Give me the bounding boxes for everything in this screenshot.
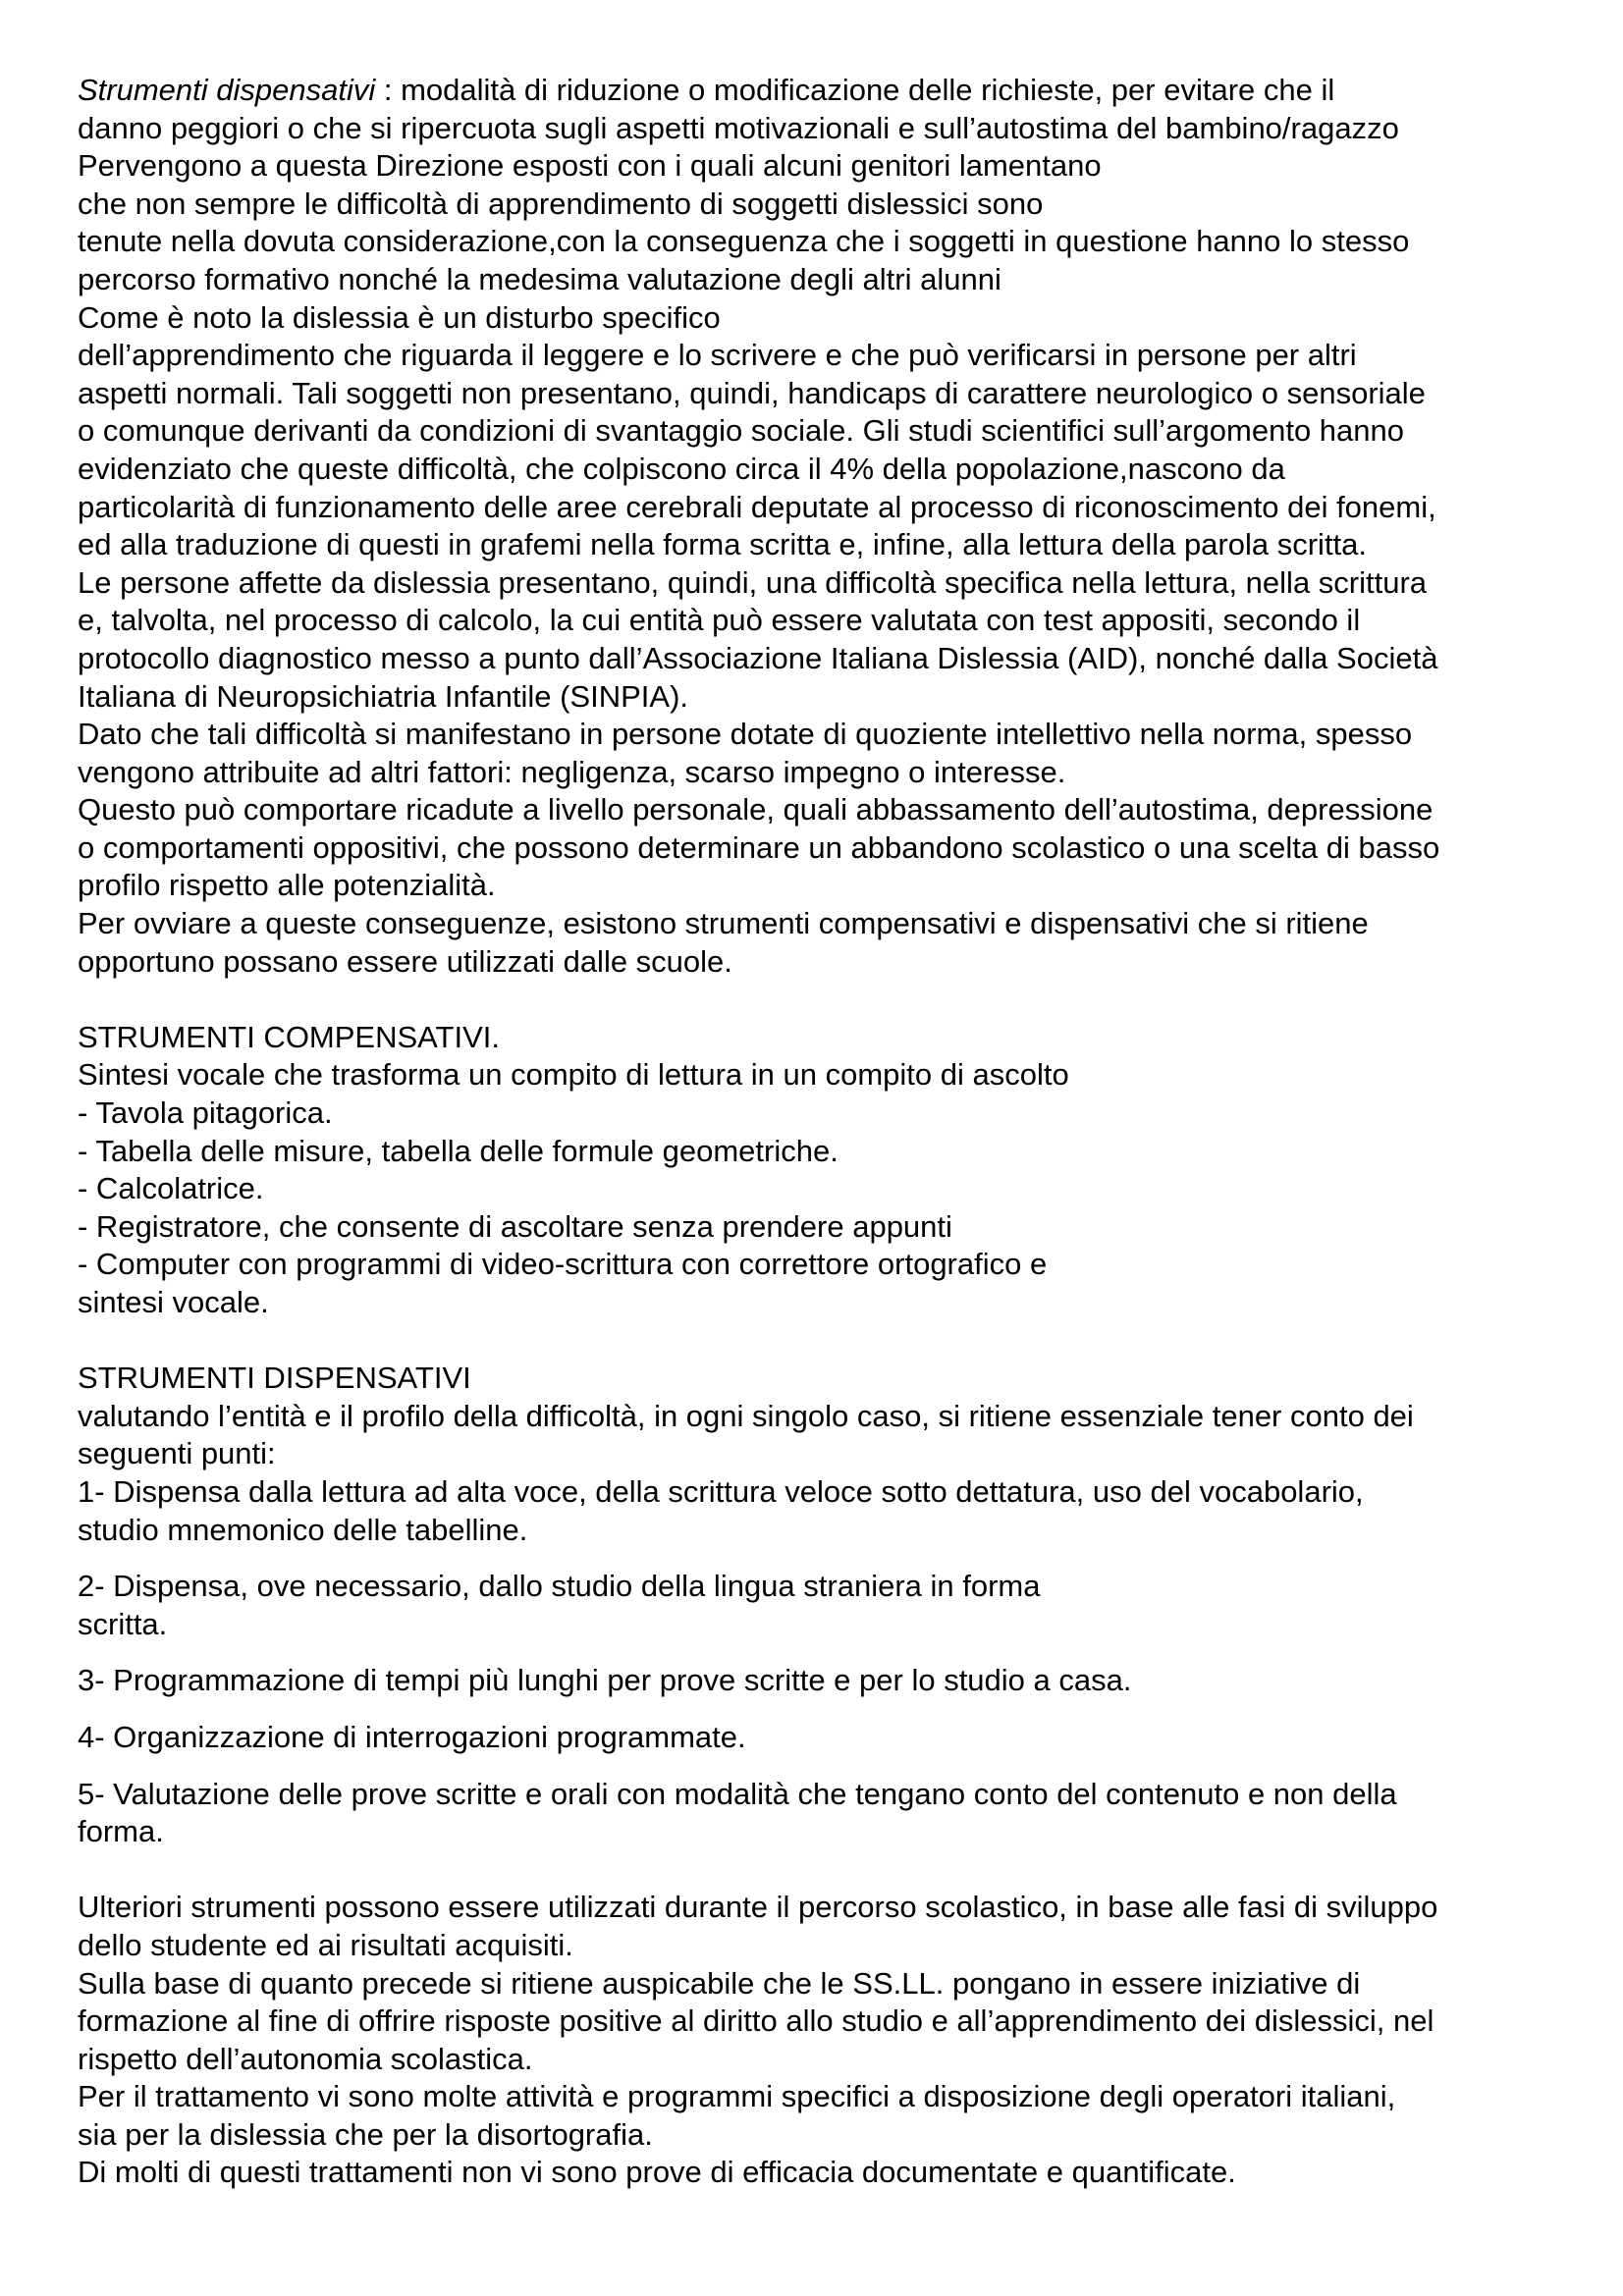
compensativi-line: - Tavola pitagorica. (78, 1095, 333, 1131)
spacer (78, 1851, 1570, 1890)
dispensativi-item-1-cont: studio mnemonico delle tabelline. (78, 1512, 528, 1547)
body-line: e, talvolta, nel processo di calcolo, la cui entità può essere valutata con test appositi, secondo il (78, 603, 1361, 638)
intro-definition: : modalità di riduzione o modificazione delle richieste, per evitare che il (375, 73, 1335, 107)
dispensativi-item-5-cont: forma. (78, 1814, 164, 1849)
dispensativi-item-2: 2- Dispensa, ove necessario, dallo studio della lingua straniera in forma (78, 1569, 1041, 1604)
body-line: evidenziato che queste difficoltà, che colpiscono circa il 4% della popolazione,nascono da (78, 451, 1285, 486)
dispensativi-item-4: 4- Organizzazione di interrogazioni programmate. (78, 1719, 746, 1754)
closing-line: Di molti di questi trattamenti non vi sono prove di efficacia documentate e quantificate. (78, 2155, 1236, 2190)
body-line: Pervengono a questa Direzione esposti con i quali alcuni genitori lamentano (78, 148, 1102, 184)
body-line: Per ovviare a queste conseguenze, esistono strumenti compensativi e dispensativi che si ritiene (78, 906, 1369, 941)
closing-line: Sulla base di quanto precede si ritiene auspicabile che le SS.LL. pongano in essere iniziative di (78, 1965, 1361, 2001)
dispensativi-item-5: 5- Valutazione delle prove scritte e orali con modalità che tengano conto del contenuto e non della (78, 1776, 1397, 1811)
body-line: particolarità di funzionamento delle aree cerebrali deputate al processo di riconoscimento dei fonemi, (78, 489, 1436, 524)
body-line: profilo rispetto alle potenzialità. (78, 868, 496, 903)
body-line: o comportamenti oppositivi, che possono determinare un abbandono scolastico o una scelta di basso (78, 829, 1440, 865)
compensativi-line: - Computer con programmi di video-scrittura con correttore ortografico e (78, 1247, 1048, 1282)
compensativi-line: - Calcolatrice. (78, 1171, 264, 1206)
dispensativi-item-3: 3- Programmazione di tempi più lunghi per prove scritte e per lo studio a casa. (78, 1663, 1132, 1698)
spacer (78, 1643, 1570, 1662)
intro-term: Strumenti dispensativi (78, 73, 376, 107)
spacer (78, 981, 1570, 1019)
spacer (78, 1700, 1570, 1719)
closing-line: Ulteriori strumenti possono essere utilizzati durante il percorso scolastico, in base alle fasi di sviluppo (78, 1890, 1438, 1925)
compensativi-line: sintesi vocale. (78, 1285, 269, 1319)
body-line: dell’apprendimento che riguarda il leggere e lo scrivere e che può verificarsi in persone per altri (78, 338, 1357, 373)
body-line: ed alla traduzione di questi in grafemi nella forma scritta e, infine, alla lettura della parola scritta. (78, 527, 1368, 562)
compensativi-line: Sintesi vocale che trasforma un compito di lettura in un compito di ascolto (78, 1057, 1069, 1093)
spacer (78, 1322, 1570, 1361)
dispensativi-item-2-cont: scritta. (78, 1606, 168, 1641)
dispensativi-intro-line: seguenti punti: (78, 1436, 276, 1471)
body-line: Le persone affette da dislessia presentano, quindi, una difficoltà specifica nella lettura, nella scrittura (78, 564, 1428, 600)
body-line: tenute nella dovuta considerazione,con la conseguenza che i soggetti in questione hanno lo stesso (78, 224, 1410, 259)
body-line: Questo può comportare ricadute a livello personale, quali abbassamento dell’autostima, depressione (78, 792, 1434, 828)
closing-line: Per il trattamento vi sono molte attività e programmi specifici a disposizione degli operatori italiani, (78, 2079, 1396, 2114)
closing-line: dello studente ed ai risultati acquisiti. (78, 1927, 573, 1962)
document-page (78, 72, 1570, 2192)
closing-line: rispetto dell’autonomia scolastica. (78, 2041, 533, 2076)
body-line: che non sempre le difficoltà di apprendimento di soggetti dislessici sono (78, 186, 1044, 221)
compensativi-heading: STRUMENTI COMPENSATIVI. (78, 1019, 501, 1054)
body-line: Italiana di Neuropsichiatria Infantile (SINPIA). (78, 678, 689, 714)
body-line: vengono attribuite ad altri fattori: negligenza, scarso impegno o interesse. (78, 754, 1066, 789)
body-line: Come è noto la dislessia è un disturbo specifico (78, 299, 721, 335)
dispensativi-item-1: 1- Dispensa dalla lettura ad alta voce, della scrittura veloce sotto dettatura, uso del vocabolario, (78, 1473, 1364, 1509)
dispensativi-heading: STRUMENTI DISPENSATIVI (78, 1361, 471, 1396)
dispensativi-intro-line: valutando l’entità e il profilo della difficoltà, in ogni singolo caso, si ritiene essenziale tener conto dei (78, 1398, 1414, 1433)
closing-line: sia per la dislessia che per la disortografia. (78, 2116, 653, 2152)
body-line: percorso formativo nonché la medesima valutazione degli altri alunni (78, 261, 1001, 296)
body-line: protocollo diagnostico messo a punto dall’Associazione Italiana Dislessia (AID), nonché dalla Società (78, 640, 1438, 675)
compensativi-line: - Registratore, che consente di ascoltare senza prendere appunti (78, 1208, 952, 1244)
spacer (78, 1549, 1570, 1568)
spacer (78, 1757, 1570, 1776)
intro-line-2: danno peggiori o che si ripercuota sugli aspetti motivazionali e sull’autostima del bambino/ragazzo (78, 110, 1399, 145)
body-line: aspetti normali. Tali soggetti non presentano, quindi, handicaps di carattere neurologico o sensoriale (78, 375, 1426, 410)
body-line: opportuno possano essere utilizzati dalle scuole. (78, 943, 732, 979)
intro-line-1 (78, 72, 1570, 110)
body-line: o comunque derivanti da condizioni di svantaggio sociale. Gli studi scientifici sull’argomento hanno (78, 413, 1404, 449)
compensativi-line: - Tabella delle misure, tabella delle formule geometriche. (78, 1133, 839, 1168)
body-line: Dato che tali difficoltà si manifestano in persone dotate di quoziente intellettivo nella norma, spesso (78, 717, 1413, 752)
closing-line: formazione al fine di offrire risposte positive al diritto allo studio e all’apprendimento dei dislessici, nel (78, 2003, 1434, 2039)
